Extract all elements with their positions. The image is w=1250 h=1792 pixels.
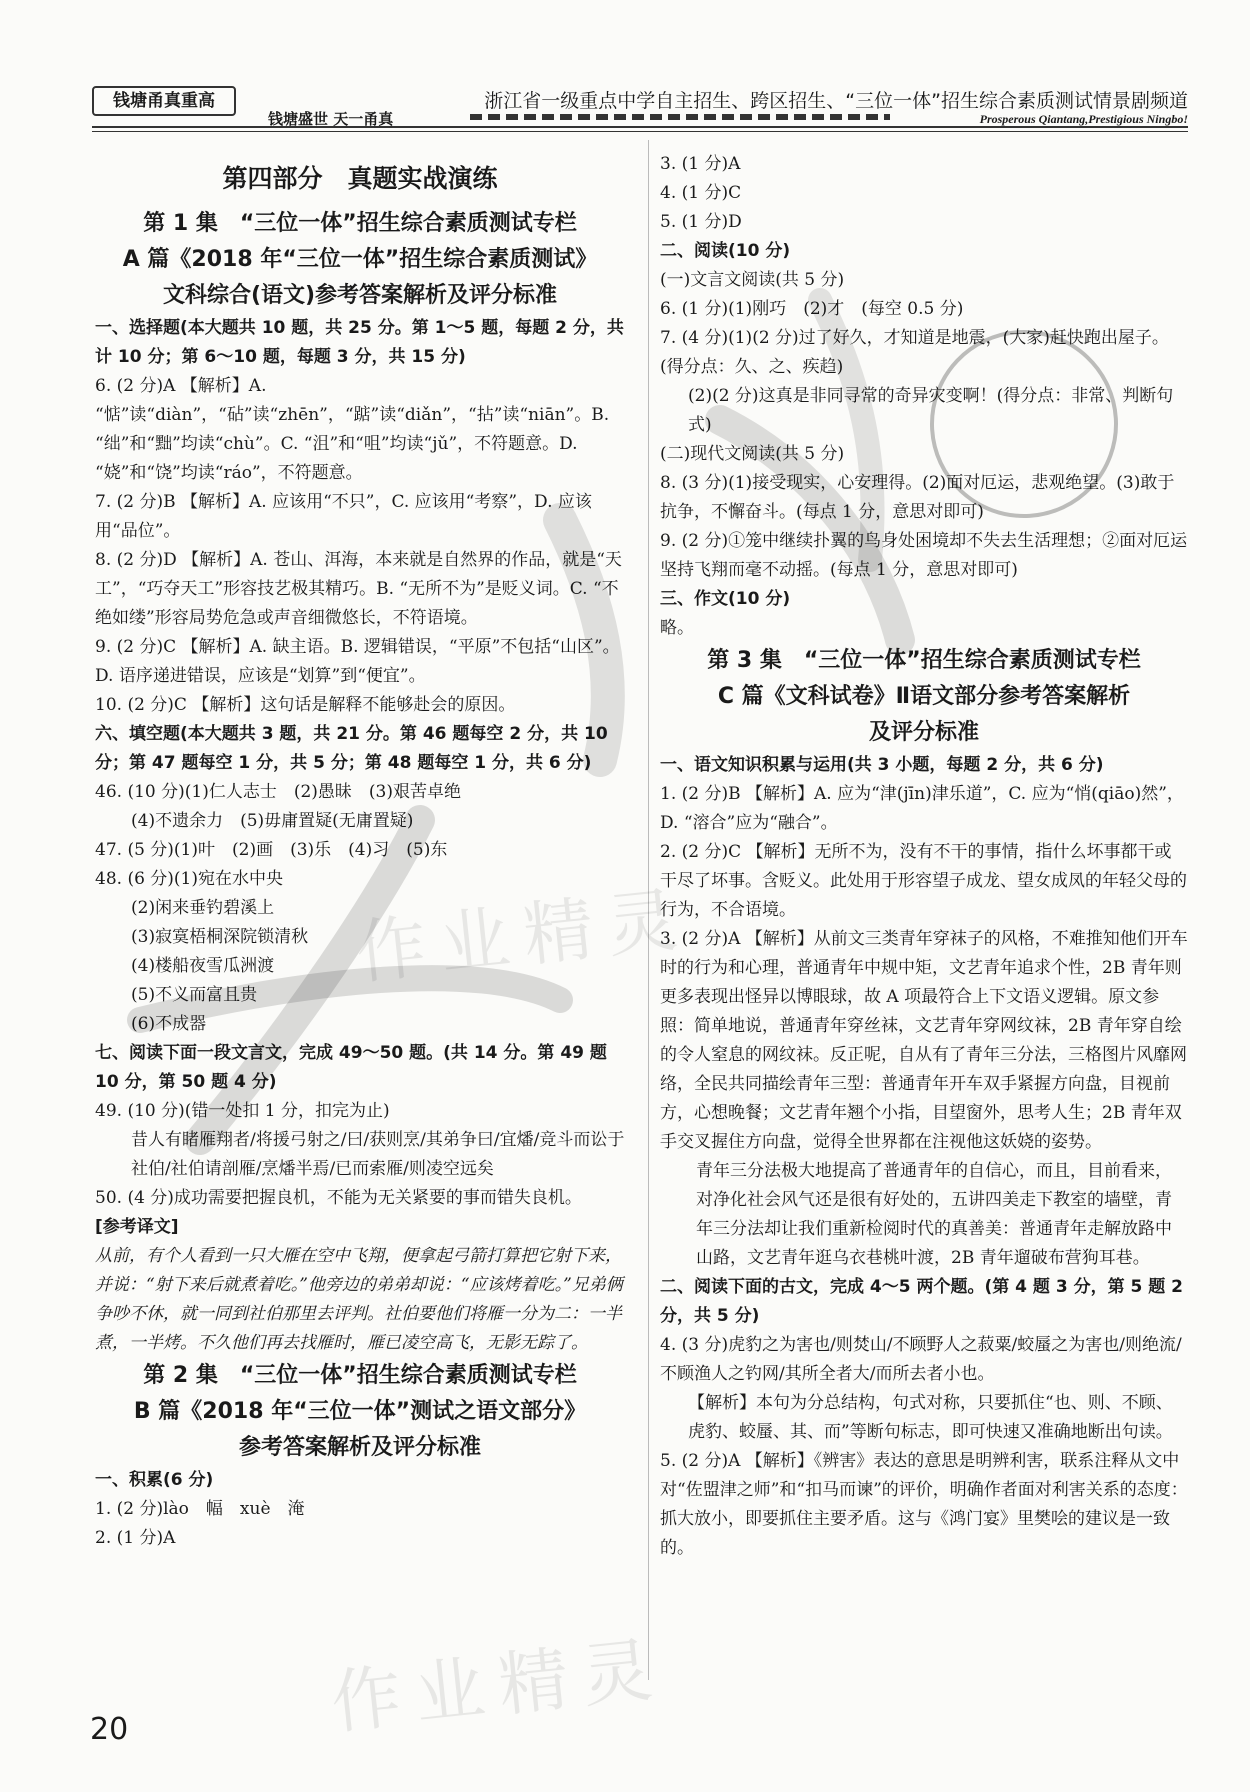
episode-title: 及评分标准: [868, 720, 979, 745]
answer-line: 8. (2 分)D 【解析】A. 苍山、洱海，本来就是自然界的作品，就是“天工”，“巧夺天工”形容技艺极其精巧。B. “无所不为”是贬义词。C. “不绝如缕”形容局势危急或声音细微悠长，不符语境。: [95, 550, 622, 628]
section-title: 第四部分 真题实战演练: [222, 164, 498, 193]
answer-line: 6. (2 分)A 【解析】A. “惦”读“diàn”，“砧”读“zhēn”，“踮”读“diǎn”，“拈”读“niān”。B. “绌”和“黜”均读“chù”。C. “沮”和“咀”均读“jǔ”，不符题意。D. “娆”和“饶”均读“ráo”，不符题意。: [95, 376, 610, 483]
watermark-bottom: 作业精灵: [327, 1627, 670, 1745]
answer-line: (二)现代文阅读(共 5 分): [660, 444, 845, 464]
header-subtitle: Prosperous Qiantang,Prestigious Ningbo!: [979, 112, 1188, 126]
right-column: [660, 150, 1188, 1563]
answer-line: 4. (1 分)C: [660, 183, 742, 203]
answer-line: 6. (1 分)(1)刚巧 (2)才 (每空 0.5 分): [660, 299, 964, 319]
answer-line: 略。: [660, 618, 694, 638]
question-group-heading: 一、选择题(本大题共 10 题，共 25 分。第 1～5 题，每题 2 分，共计 10 分；第 6～10 题，每题 3 分，共 15 分): [95, 318, 624, 367]
translation-text: 从前，有个人看到一只大雁在空中飞翔，便拿起弓箭打算把它射下来，并说：“射下来后就煮着吃。”他旁边的弟弟却说：“应该烤着吃。”兄弟俩争吵不休，就一同到社伯那里去评判。社伯要他们将雁一分为二：一半煮，一半烤。不久他们再去找雁时，雁已凌空高飞，无影无踪了。: [95, 1246, 623, 1353]
header-rule: [92, 126, 1188, 132]
answer-continuation: (3)寂寞梧桐深院锁清秋: [131, 927, 309, 947]
translation-label: [参考译文]: [95, 1217, 179, 1237]
column-divider: [648, 140, 649, 1680]
answer-line: 50. (4 分)成功需要把握良机，不能为无关紧要的事而错失良机。: [95, 1188, 582, 1208]
episode-title: B 篇《2018 年“三位一体”测试之语文部分》: [133, 1399, 587, 1424]
question-group-heading: 六、填空题(本大题共 3 题，共 21 分。第 46 题每空 2 分，共 10 分；第 47 题每空 1 分，共 5 分；第 48 题每空 1 分，共 6 分): [95, 724, 608, 773]
answer-continuation: 【解析】本句为分总结构，句式对称，只要抓住“也、则、不顾、虎豹、蛟蜃、其、而”等断句标志，即可快速又准确地断出句读。: [688, 1393, 1173, 1442]
episode-title: 第 3 集 “三位一体”招生综合素质测试专栏: [707, 648, 1141, 673]
answer-continuation: (4)楼船夜雪瓜洲渡: [131, 956, 275, 976]
episode-title: C 篇《文科试卷》Ⅱ语文部分参考答案解析: [717, 684, 1131, 709]
question-group-heading: 一、积累(6 分): [95, 1470, 214, 1490]
answer-continuation: (4)不遗余力 (5)毋庸置疑(无庸置疑): [131, 811, 414, 831]
answer-line: 48. (6 分)(1)宛在水中央: [95, 869, 284, 889]
brand-slogan: 钱塘盛世 天一甬真: [268, 110, 394, 128]
episode-title: 参考答案解析及评分标准: [238, 1435, 481, 1460]
answer-continuation: (2)闲来垂钓碧溪上: [131, 898, 275, 918]
answer-continuation: (5)不义而富且贵: [131, 985, 258, 1005]
episode-title: 第 1 集 “三位一体”招生综合素质测试专栏: [143, 211, 577, 236]
episode-title: A 篇《2018 年“三位一体”招生综合素质测试》: [122, 247, 598, 272]
question-group-heading: 二、阅读下面的古文，完成 4～5 两个题。(第 4 题 3 分，第 5 题 2 分，共 5 分): [660, 1277, 1184, 1326]
brand-logo: 钱塘甬真重高: [92, 86, 236, 116]
answer-line: 9. (2 分)C 【解析】A. 缺主语。B. 逻辑错误，“平原”不包括“山区”。D. 语序递进错误，应该是“划算”到“便宜”。: [95, 637, 620, 686]
answer-line: 3. (1 分)A: [660, 154, 741, 174]
question-group-heading: 一、语文知识积累与运用(共 3 小题，每题 2 分，共 6 分): [660, 755, 1104, 775]
answer-line: 9. (2 分)①笼中继续扑翼的鸟身处困境却不失去生活理想；②面对厄运坚持飞翔而毫不动摇。(每点 1 分，意思对即可): [660, 531, 1188, 580]
answer-line: 1. (2 分)lào 幅 xuè 淹: [95, 1499, 305, 1519]
answer-line: 1. (2 分)B 【解析】A. 应为“津(jīn)津乐道”，C. 应为“悄(qiāo)然”，D. “溶合”应为“融合”。: [660, 784, 1184, 833]
page-number: 20: [90, 1712, 129, 1747]
episode-title: 文科综合(语文)参考答案解析及评分标准: [162, 283, 558, 308]
answer-line: 2. (2 分)C 【解析】无所不为，没有不干的事情，指什么坏事都干或干尽了坏事。含贬义。此处用于形容望子成龙、望女成凤的年轻父母的行为，不合语境。: [660, 842, 1187, 920]
answer-continuation: (6)不成器: [131, 1014, 207, 1034]
watermark-top: 作业精灵: [352, 877, 695, 995]
question-group-heading: 七、阅读下面一段文言文，完成 49～50 题。(共 14 分。第 49 题 10 分，第 50 题 4 分): [95, 1043, 607, 1092]
answer-line: (一)文言文阅读(共 5 分): [660, 270, 845, 290]
answer-line: 47. (5 分)(1)叶 (2)画 (3)乐 (4)习 (5)东: [95, 840, 448, 860]
answer-line: 2. (1 分)A: [95, 1528, 176, 1548]
left-column: [95, 150, 625, 1553]
header-title: 浙江省一级重点中学自主招生、跨区招生、“三位一体”招生综合素质测试情景剧频道: [484, 90, 1188, 112]
answer-line: 4. (3 分)虎豹之为害也/则焚山/不顾野人之菽粟/蛟蜃之为害也/则绝流/不顾渔人之钓网/其所全者大/而所去者小也。: [660, 1335, 1182, 1384]
question-group-heading: 二、阅读(10 分): [660, 241, 791, 261]
answer-line: 8. (3 分)(1)接受现实，心安理得。(2)面对厄运，悲观绝望。(3)敢于抗争，不懈奋斗。(每点 1 分，意思对即可): [660, 473, 1175, 522]
answer-line: 5. (2 分)A 【解析】《辨害》表达的意思是明辨利害，联系注释从文中对“佐盟津之师”和“扣马而谏”的评价，明确作者面对利害关系的态度：抓大放小，即要抓住主要矛盾。这与《鸿门宴》里樊哙的建议是一致的。: [660, 1451, 1188, 1558]
answer-line: 3. (2 分)A 【解析】从前文三类青年穿袜子的风格，不难推知他们开车时的行为和心理，普通青年中规中矩，文艺青年追求个性，2B 青年则更多表现出怪异以博眼球，故 A 项最符合上下文语义逻辑。原文参照：简单地说，普通青年穿丝袜，文艺青年穿网纹袜，2B 青年穿自绘的令人窒息的网纹袜。反正呢，自从有了青年三分法，三格图片风靡网络，全民共同描绘青年三型：普通青年开车双手紧握方向盘，目视前方，心想晚餐；文艺青年翘个小指，目望窗外，思考人生；2B 青年双手交叉握住方向盘，觉得全世界都在注视他这妖娆的姿势。: [660, 929, 1188, 1152]
header-decoration: [470, 114, 890, 120]
answer-line: 7. (2 分)B 【解析】A. 应该用“不只”，C. 应该用“考察”，D. 应该用“品位”。: [95, 492, 592, 541]
answer-line: 7. (4 分)(1)(2 分)过了好久，才知道是地震，(大家)赶快跑出屋子。(得分点：久、之、疾趋): [660, 328, 1169, 377]
question-group-heading: 三、作文(10 分): [660, 589, 791, 609]
answer-line: 46. (10 分)(1)仁人志士 (2)愚昧 (3)艰苦卓绝: [95, 782, 461, 802]
answer-line: 10. (2 分)C 【解析】这句话是解释不能够赴会的原因。: [95, 695, 516, 715]
answer-continuation: 昔人有睹雁翔者/将援弓射之/曰/获则烹/其弟争曰/宜燔/竞斗而讼于社伯/社伯请剖雁/烹燔半焉/已而索雁/则凌空远矣: [131, 1130, 625, 1179]
episode-title: 第 2 集 “三位一体”招生综合素质测试专栏: [143, 1363, 577, 1388]
answer-continuation: 青年三分法极大地提高了普通青年的自信心，而且，目前看来，对净化社会风气还是很有好处的，五讲四美走下教室的墙壁，青年三分法却让我们重新检阅时代的真善美：普通青年走解放路中山路，文艺青年逛乌衣巷桃叶渡，2B 青年遛破布营狗耳巷。: [696, 1161, 1172, 1268]
answer-line: 49. (10 分)(错一处扣 1 分，扣完为止): [95, 1101, 390, 1121]
answer-line: 5. (1 分)D: [660, 212, 742, 232]
answer-continuation: (2)(2 分)这真是非同寻常的奇异灾变啊！(得分点：非常、判断句式): [688, 386, 1174, 435]
